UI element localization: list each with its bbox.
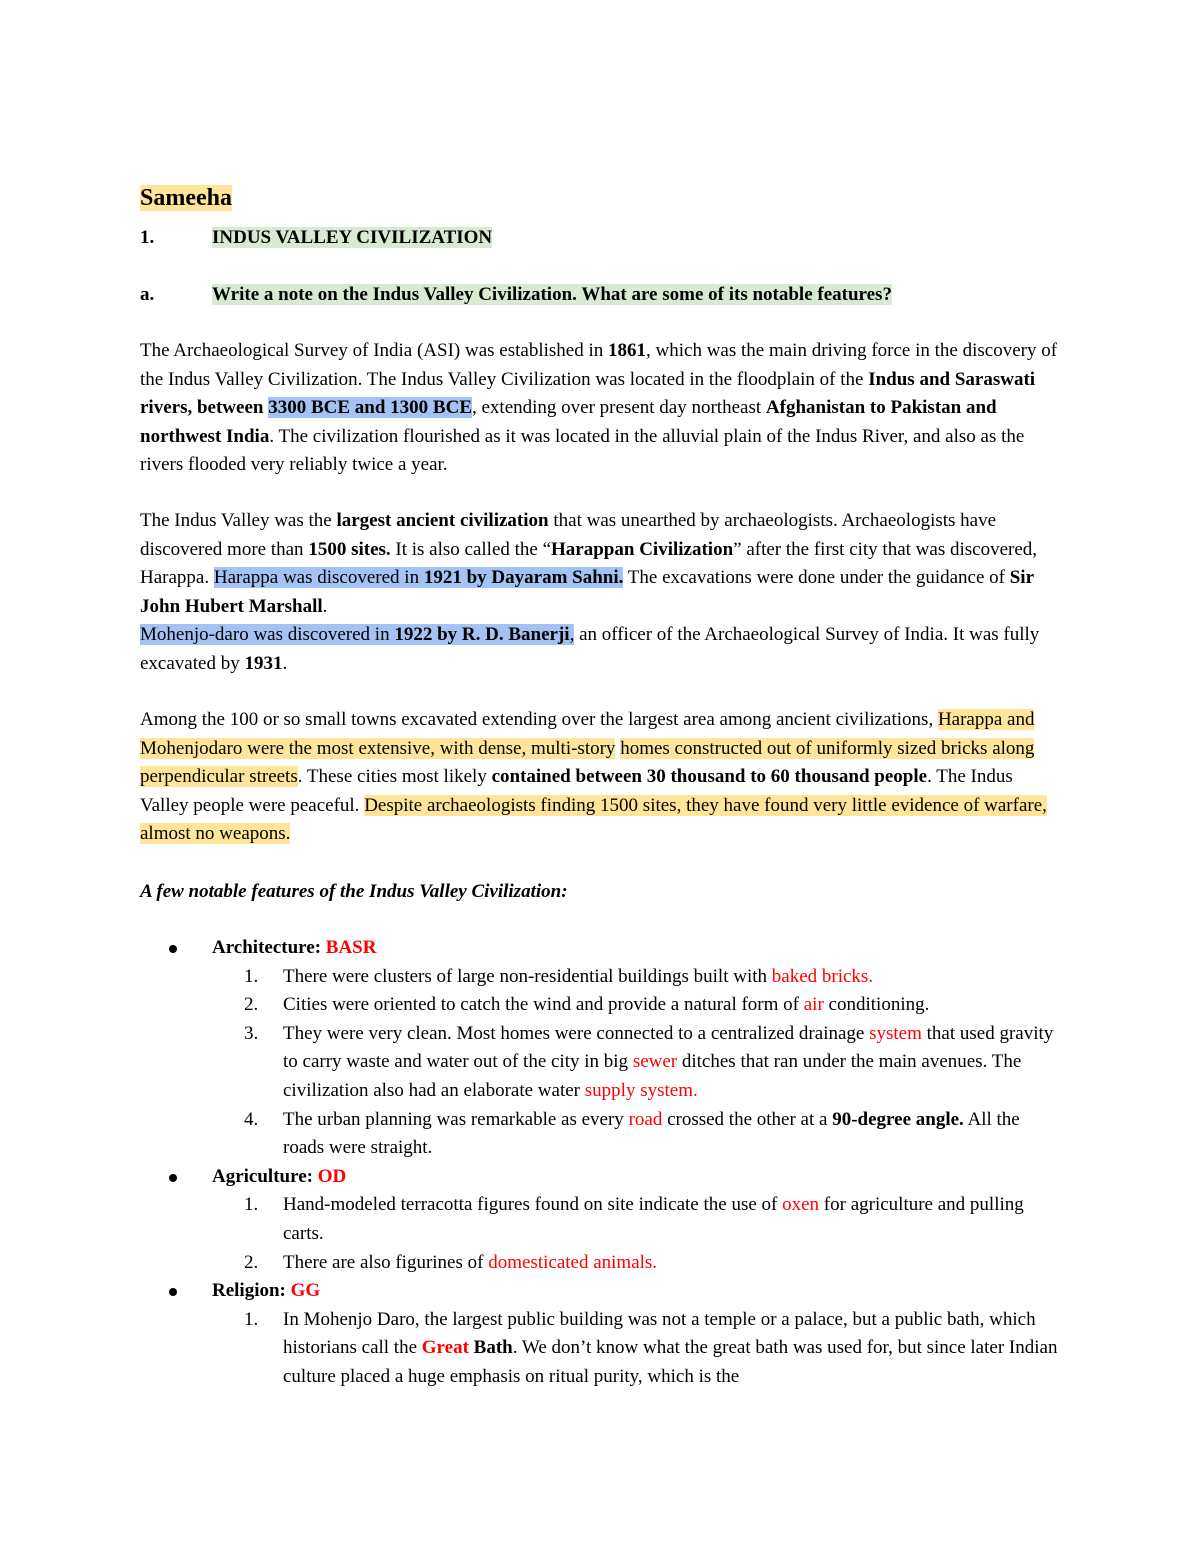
list-item: Religion: GG xyxy=(140,1277,1060,1306)
list-item: Architecture: BASR xyxy=(140,934,1060,963)
list-item: 2. Cities were oriented to catch the wind and provide a natural form of air conditioning. xyxy=(244,994,930,1016)
features-title: A few notable features of the Indus Valley Civilization: xyxy=(140,881,568,902)
paragraph-intro: The Archaeological Survey of India (ASI) was established in 1861, which was the main driving force in the discovery of the Indus Valley Civilization. The Indus Valley Civilization was located in the floodplain of the Indus and Saraswati rivers, between 3300 BCE and 1300 BCE, extending over present day northeast Afghanistan to Pakistan and northwest India. The civilization flourished as it was located in the alluvial plain of the Indus River, and also as the rivers flooded very reliably twice a year. xyxy=(140,340,1058,476)
list-item: 3. They were very clean. Most homes were connected to a centralized drainage system that used gravity to carry waste and water out of the city in big sewer ditches that ran under the main avenues. The civilization also had an elaborate water supply system. xyxy=(244,1022,1054,1101)
bullet-icon xyxy=(169,1174,177,1182)
paragraph-discovery: The Indus Valley was the largest ancient civilization that was unearthed by archaeologists. Archaeologists have discovered more than 1500 sites. It is also called the “Harappan Civilization” after the first city that was discovered, Harappa. Harappa was discovered in 1921 by Dayaram Sahni. The excavations were done under the guidance of Sir John Hubert Marshall. Mohenjo-daro was discovered in 1922 by R. D. Banerji, an officer of the Archaeological Survey of India. It was fully excavated by 1931. xyxy=(140,510,1040,674)
section-title: INDUS VALLEY CIVILIZATION xyxy=(212,227,493,248)
list-item: 1. There were clusters of large non-residential buildings built with baked bricks. xyxy=(244,965,874,987)
question-text: Write a note on the Indus Valley Civilization. What are some of its notable features? xyxy=(212,284,892,305)
list-item: Agriculture: OD xyxy=(140,1163,1060,1192)
author-name: Sameeha xyxy=(140,185,232,211)
question-heading xyxy=(140,281,892,309)
features-list xyxy=(140,934,1060,1392)
question-letter: a. xyxy=(140,284,155,305)
list-item: 2. There are also figurines of domesticated animals. xyxy=(244,1251,658,1273)
section-heading xyxy=(140,224,492,252)
bullet-icon xyxy=(169,945,177,953)
bullet-icon xyxy=(169,1288,177,1296)
list-item: 1. Hand-modeled terracotta figures found on site indicate the use of oxen for agriculture and pulling carts. xyxy=(244,1194,1024,1244)
section-number: 1. xyxy=(140,227,155,248)
list-item: 1. In Mohenjo Daro, the largest public building was not a temple or a palace, but a public bath, which historians call the Great Bath. We don’t know what the great bath was used for, but since later Indian culture placed a huge emphasis on ritual purity, which is the xyxy=(244,1308,1058,1387)
list-item: 4. The urban planning was remarkable as every road crossed the other at a 90-degree angle. All the roads were straight. xyxy=(244,1108,1020,1159)
paragraph-towns: Among the 100 or so small towns excavated extending over the largest area among ancient civilizations, Harappa and Mohenjodaro were the most extensive, with dense, multi-story homes constructed out of uniformly sized bricks along perpendicular streets. These cities most likely contained between 30 thousand to 60 thousand people. The Indus Valley people were peaceful. Despite archaeologists finding 1500 sites, they have found very little evidence of warfare, almost no weapons. xyxy=(140,709,1047,845)
